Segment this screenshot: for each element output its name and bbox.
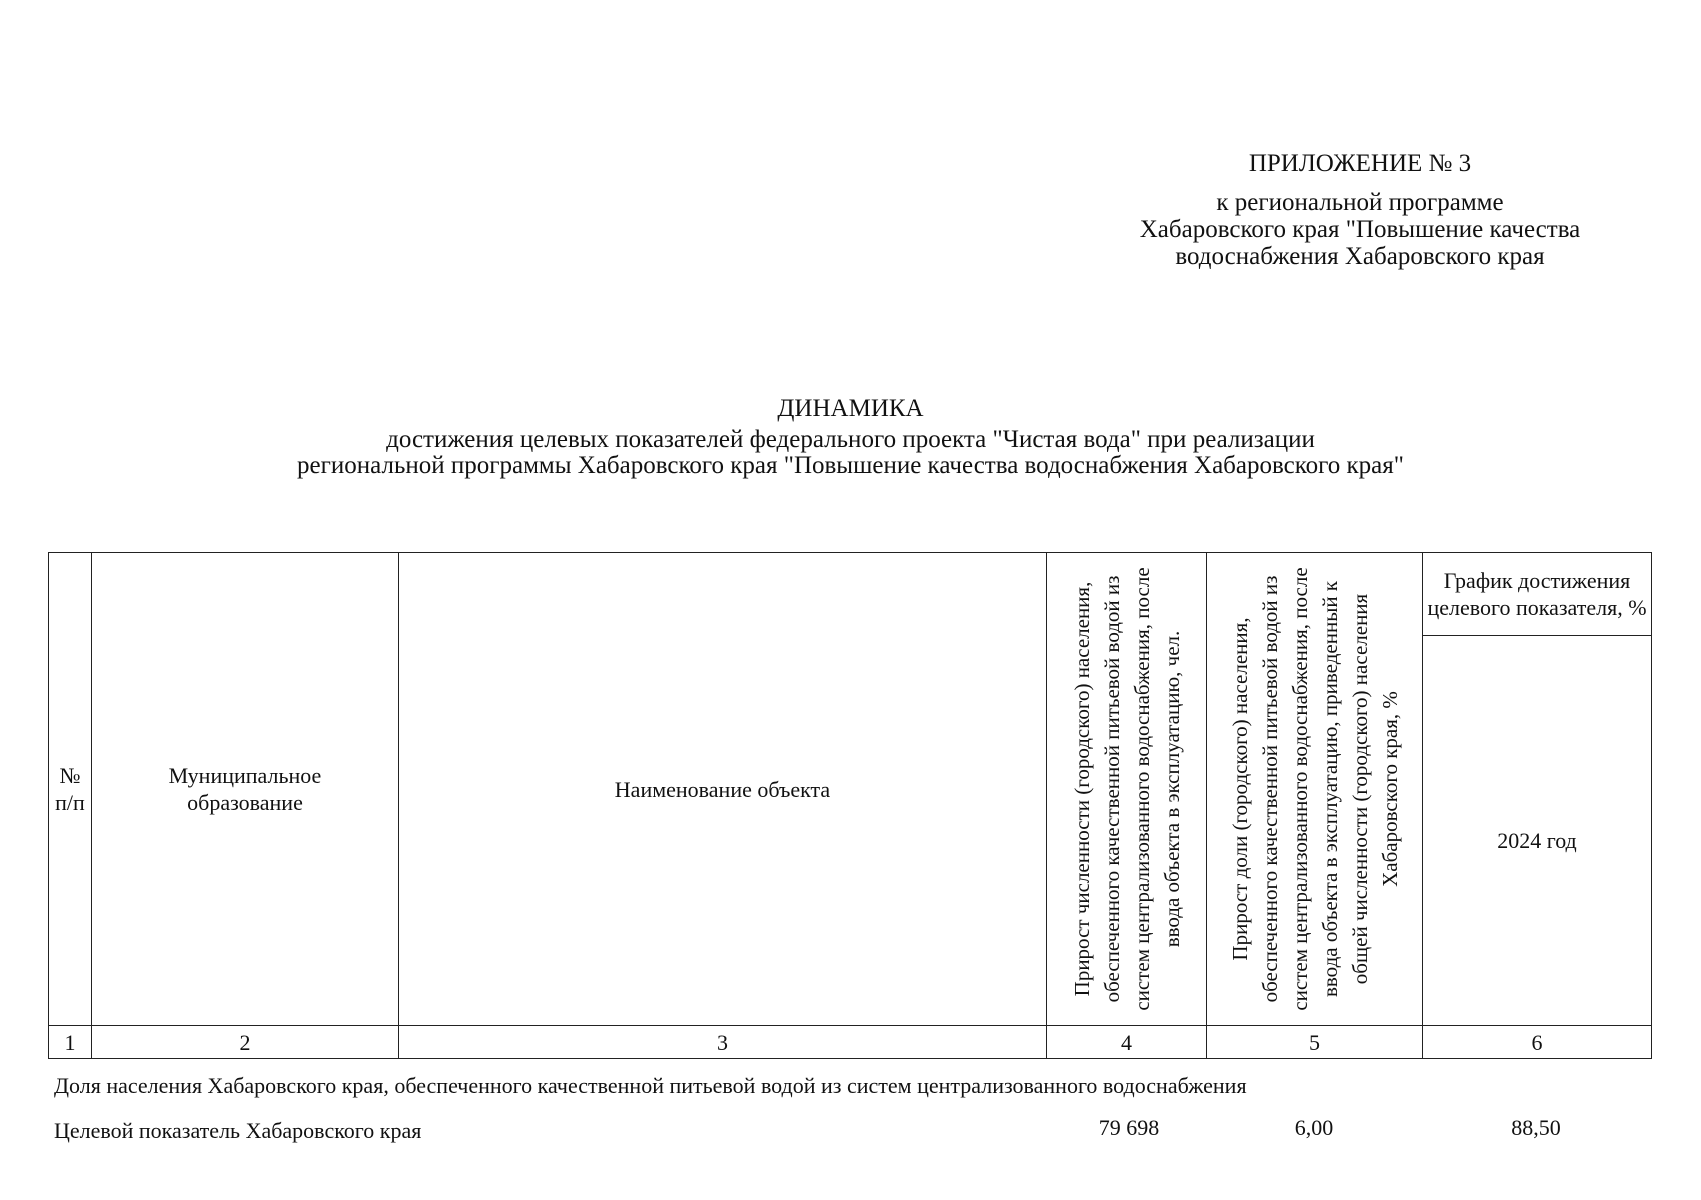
- header-growth-count: Прирост численности (городского) населения, обеспеченного качественной питьевой водой из систем централизованного водоснабжения, после ввода объекта в эксплуатацию, чел.: [1047, 553, 1207, 1026]
- header-year: 2024 год: [1423, 636, 1652, 1026]
- column-number: 6: [1423, 1026, 1652, 1059]
- header-schedule: График достижения целевого показателя, %: [1423, 553, 1652, 636]
- section-title: Доля населения Хабаровского края, обеспеченного качественной питьевой водой из систем централизованного водоснабжения: [54, 1073, 1247, 1098]
- value-growth-share: 6,00: [1294, 1115, 1334, 1140]
- column-number: 1: [49, 1026, 92, 1059]
- header-num: № п/п: [49, 553, 92, 1026]
- appendix-number: ПРИЛОЖЕНИЕ № 3: [1248, 150, 1472, 177]
- header-growth-share: Прирост доли (городского) населения, обеспеченного качественной питьевой водой из систем централизованного водоснабжения, после ввода объекта в эксплуатацию, приведенный к общей численности (городского) населения Хабаровского края, %: [1207, 553, 1423, 1026]
- appendix-line: к региональной программе: [1216, 189, 1504, 216]
- header-object: Наименование объекта: [399, 553, 1047, 1026]
- appendix-line: водоснабжения Хабаровского края: [1175, 243, 1545, 270]
- document-heading: [0, 396, 1701, 479]
- indicators-table: [48, 552, 1652, 1059]
- value-year-2024: 88,50: [1511, 1115, 1561, 1140]
- value-growth-count: 79 698: [1098, 1115, 1160, 1140]
- document-subtitle-line: региональной программы Хабаровского края "Повышение качества водоснабжения Хабаровского края": [297, 452, 1404, 479]
- row-label: Целевой показатель Хабаровского края: [54, 1118, 422, 1143]
- document-title: ДИНАМИКА: [777, 395, 924, 422]
- column-number: 3: [399, 1026, 1047, 1059]
- appendix-line: Хабаровского края "Повышение качества: [1139, 216, 1581, 243]
- appendix-block: [1080, 150, 1640, 270]
- document-subtitle-line: достижения целевых показателей федерального проекта "Чистая вода" при реализации: [386, 426, 1315, 453]
- column-number: 2: [92, 1026, 399, 1059]
- column-number: 5: [1207, 1026, 1423, 1059]
- column-number: 4: [1047, 1026, 1207, 1059]
- header-municipality: Муниципальное образование: [92, 553, 399, 1026]
